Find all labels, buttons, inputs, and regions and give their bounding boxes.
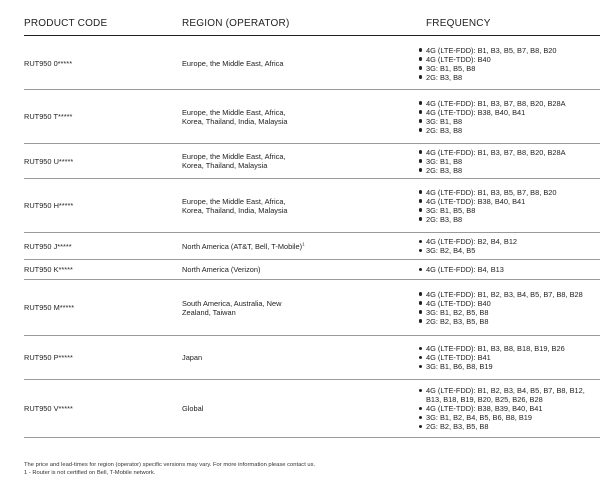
region-text: Europe, the Middle East, Africa, Korea, Thailand, India, Malaysia: [182, 107, 288, 126]
frequency-item: [418, 99, 566, 108]
product-code: RUT950 T*****: [24, 112, 73, 121]
frequency-text: 3G: B2, B4, B5: [426, 246, 476, 255]
table-row: [24, 90, 600, 144]
region-text-wrap: [182, 353, 202, 362]
frequency-list: [418, 99, 566, 135]
bullet-icon: [419, 190, 422, 193]
region-cell: [182, 90, 332, 143]
product-code-cell: [24, 280, 174, 335]
bullet-icon: [419, 319, 422, 322]
frequency-text: 4G (LTE-FDD): B4, B13: [426, 265, 504, 274]
region-cell: [182, 260, 332, 279]
region-cell: [182, 144, 332, 178]
frequency-text: 2G: B2, B3, B5, B8: [426, 316, 489, 326]
frequency-item: [418, 108, 566, 117]
frequency-cell: [418, 280, 600, 335]
bullet-icon: [419, 199, 422, 202]
product-code-cell: [24, 144, 174, 178]
product-code: RUT950 U*****: [24, 156, 74, 166]
product-code-cell: [24, 179, 174, 232]
frequency-text: 3G: B1, B8: [426, 116, 463, 126]
frequency-text: 4G (LTE-FDD): B2, B4, B12: [426, 237, 518, 246]
region-text-wrap: [182, 299, 281, 317]
table-body: [24, 38, 600, 438]
bullet-icon: [419, 365, 422, 368]
region-cell: [182, 38, 332, 89]
bullet-icon: [419, 292, 422, 295]
frequency-item: [418, 46, 556, 55]
frequency-text: 4G (LTE-FDD): B1, B3, B5, B7, B8, B20: [426, 45, 557, 55]
bullet-icon: [419, 159, 422, 162]
frequency-item: [418, 148, 566, 157]
frequency-text: 3G: B1, B5, B8: [426, 205, 476, 215]
frequency-item: [418, 362, 565, 371]
frequency-item: [418, 344, 565, 353]
table-row: [24, 38, 600, 90]
region-cell: [182, 380, 332, 437]
region-cell: [182, 336, 332, 379]
header-frequency: FREQUENCY: [426, 18, 491, 29]
frequency-text: 2G: B3, B8: [426, 72, 463, 82]
frequency-text: 4G (LTE-FDD): B1, B3, B5, B7, B8, B20: [426, 187, 557, 197]
frequency-item: [418, 265, 504, 274]
frequency-text: 2G: B2, B3, B5, B8: [426, 422, 489, 431]
footnote-certification: 1 - Router is not certified on Bell, T-Mobile network.: [24, 470, 156, 476]
bullet-icon: [419, 110, 422, 113]
region-text: Europe, the Middle East, Africa: [182, 59, 284, 68]
frequency-text: 4G (LTE-TDD): B40: [426, 54, 491, 64]
product-code-cell: [24, 336, 174, 379]
bullet-icon: [419, 347, 422, 350]
product-code: RUT950 K*****: [24, 265, 73, 274]
header-region: REGION (OPERATOR): [182, 18, 290, 29]
region-text: Europe, the Middle East, Africa, Korea, Thailand, India, Malaysia: [182, 196, 288, 215]
bullet-icon: [419, 416, 422, 419]
frequency-text: 2G: B3, B8: [426, 165, 463, 175]
bullet-icon: [419, 389, 422, 392]
frequency-list: [418, 265, 504, 274]
region-text: Europe, the Middle East, Africa, Korea, Thailand, Malaysia: [182, 152, 286, 170]
frequency-text: 3G: B1, B5, B8: [426, 63, 476, 73]
region-cell: [182, 179, 332, 232]
frequency-text: 4G (LTE-TDD): B38, B40, B41: [426, 107, 526, 117]
frequency-item: [418, 386, 585, 404]
footnote-pricing: The price and lead-times for region (operator) specific versions may vary. For more information please contact us.: [24, 462, 316, 468]
bullet-icon: [419, 168, 422, 171]
frequency-item: [418, 422, 585, 431]
footnote-mark: 1: [302, 241, 305, 247]
region-text-wrap: [182, 404, 203, 413]
frequency-item: [418, 64, 556, 73]
bullet-icon: [419, 75, 422, 78]
frequency-item: [418, 299, 583, 308]
frequency-text: 3G: B1, B8: [426, 156, 463, 166]
bullet-icon: [419, 119, 422, 122]
bullet-icon: [419, 150, 422, 153]
frequency-list: [418, 290, 583, 326]
header-product-code: PRODUCT CODE: [24, 18, 108, 29]
bullet-icon: [419, 310, 422, 313]
region-text: North America (AT&T, Bell, T-Mobile): [182, 241, 303, 251]
product-code: RUT950 0*****: [24, 59, 73, 68]
product-code-cell: [24, 233, 174, 259]
bullet-icon: [419, 208, 422, 211]
region-text: Global: [182, 404, 204, 413]
frequency-text: 4G (LTE-TDD): B40: [426, 298, 491, 308]
product-code: RUT950 V*****: [24, 404, 73, 413]
region-cell: [182, 280, 332, 335]
region-cell: [182, 233, 332, 259]
bullet-icon: [419, 356, 422, 359]
frequency-text: 4G (LTE-FDD): B1, B3, B8, B18, B19, B26: [426, 344, 565, 353]
product-code: RUT950 J*****: [24, 241, 72, 251]
frequency-item: [418, 117, 566, 126]
table-header: [24, 18, 600, 36]
frequency-item: [418, 73, 556, 82]
frequency-text: 3G: B1, B2, B5, B8: [426, 307, 489, 317]
table-row: [24, 380, 600, 438]
product-code-cell: [24, 380, 174, 437]
region-text: North America (Verizon): [182, 265, 261, 274]
frequency-list: [418, 344, 565, 371]
product-code: RUT950 P*****: [24, 353, 73, 362]
frequency-text: 4G (LTE-TDD): B38, B39, B40, B41: [426, 404, 543, 413]
frequency-item: [418, 126, 566, 135]
frequency-item: [418, 246, 517, 255]
footnotes: [24, 461, 315, 477]
frequency-list: [418, 386, 585, 431]
frequency-text: 3G: B1, B6, B8, B19: [426, 362, 493, 371]
frequency-text: 4G (LTE-FDD): B1, B3, B7, B8, B20, B28A: [426, 147, 566, 157]
region-text: South America, Australia, New Zealand, Taiwan: [182, 298, 282, 317]
frequency-item: [418, 188, 556, 197]
product-code: RUT950 M*****: [24, 303, 75, 312]
product-code-cell: [24, 38, 174, 89]
frequency-cell: [418, 233, 600, 259]
table-row: [24, 179, 600, 233]
region-text-wrap: [182, 242, 305, 251]
frequency-item: [418, 237, 517, 246]
bullet-icon: [419, 128, 422, 131]
bullet-icon: [419, 66, 422, 69]
frequency-cell: [418, 179, 600, 232]
frequency-cell: [418, 260, 600, 279]
frequency-item: [418, 290, 583, 299]
frequency-item: [418, 317, 583, 326]
frequency-list: [418, 148, 566, 175]
product-code-cell: [24, 90, 174, 143]
frequency-item: [418, 166, 566, 175]
table-row: [24, 233, 600, 260]
product-code: RUT950 H*****: [24, 201, 74, 210]
frequency-item: [418, 197, 556, 206]
frequency-text: 4G (LTE-FDD): B1, B2, B3, B4, B5, B7, B8, B12, B13, B18, B19, B20, B25, B26, B28: [426, 386, 585, 404]
frequency-cell: [418, 380, 600, 437]
bullet-icon: [419, 425, 422, 428]
bullet-icon: [419, 249, 422, 252]
frequency-list: [418, 188, 556, 224]
frequency-text: 4G (LTE-FDD): B1, B2, B3, B4, B5, B7, B8, B28: [426, 289, 583, 299]
table-row: [24, 280, 600, 336]
frequency-text: 4G (LTE-TDD): B41: [426, 353, 491, 362]
bullet-icon: [419, 268, 422, 271]
bullet-icon: [419, 57, 422, 60]
product-code-cell: [24, 260, 174, 279]
frequency-cell: [418, 336, 600, 379]
frequency-item: [418, 308, 583, 317]
frequency-list: [418, 46, 556, 82]
bullet-icon: [419, 101, 422, 104]
frequency-item: [418, 157, 566, 166]
frequency-item: [418, 55, 556, 64]
region-text-wrap: [182, 152, 286, 170]
frequency-item: [418, 215, 556, 224]
frequency-text: 3G: B1, B2, B4, B5, B6, B8, B19: [426, 413, 532, 422]
table-row: [24, 336, 600, 380]
region-text-wrap: [182, 265, 260, 274]
frequency-list: [418, 237, 517, 255]
frequency-item: [418, 413, 585, 422]
frequency-item: [418, 353, 565, 362]
frequency-item: [418, 404, 585, 413]
frequency-cell: [418, 144, 600, 178]
frequency-text: 4G (LTE-TDD): B38, B40, B41: [426, 196, 526, 206]
frequency-text: 4G (LTE-FDD): B1, B3, B7, B8, B20, B28A: [426, 98, 566, 108]
bullet-icon: [419, 301, 422, 304]
frequency-text: 2G: B3, B8: [426, 214, 463, 224]
region-text: Japan: [182, 353, 203, 362]
frequency-cell: [418, 90, 600, 143]
region-text-wrap: [182, 197, 287, 215]
bullet-icon: [419, 407, 422, 410]
frequency-item: [418, 206, 556, 215]
region-text-wrap: [182, 108, 287, 126]
table-row: [24, 260, 600, 280]
table-row: [24, 144, 600, 179]
bullet-icon: [419, 217, 422, 220]
region-text-wrap: [182, 59, 283, 68]
bullet-icon: [419, 48, 422, 51]
frequency-cell: [418, 38, 600, 89]
bullet-icon: [419, 240, 422, 243]
frequency-text: 2G: B3, B8: [426, 125, 463, 135]
